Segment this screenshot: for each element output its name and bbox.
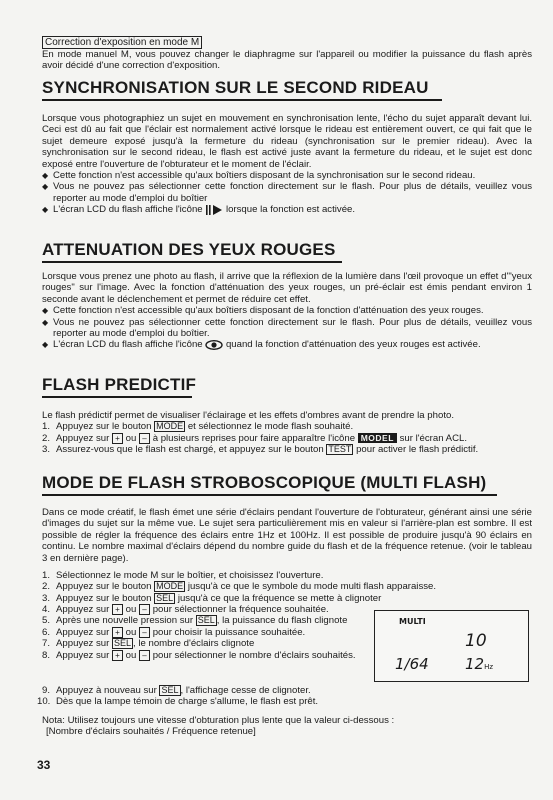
diamond-bullet-icon: ◆ [42, 171, 49, 181]
lcd-frequency-unit: Hz [484, 663, 494, 671]
strobo-paragraph: Dans ce mode créatif, le flash émet une série d'éclairs pendant l'ouverture de l'obturateur, générant ainsi une série d'images du sujet sur la même vue. Le sujet sera particulièrement mis en valeur si l'arrière-plan est sombre. Il est possible de régler la fréquence des éclairs entre 1Hz et 100Hz. Il est possible de produire jusqu'à 90 éclairs en continu. Le nombre maximal d'éclairs dépend du nombre guide du flash et de la fréquence retenue. (voir le tableau 3 en dernière page). [42, 507, 532, 564]
diamond-bullet-icon: ◆ [42, 182, 49, 192]
plus-button-icon: + [112, 650, 123, 661]
strobo-step-2: 2. Appuyez sur le bouton MODE jusqu'à ce que le symbole du mode multi flash apparaisse. [42, 581, 437, 593]
redeye-bullet-3: ◆ L'écran LCD du flash affiche l'icône quand la fonction d'atténuation des yeux rouges est activée. [42, 339, 481, 351]
lcd-frequency: 12Hz [465, 655, 494, 673]
redeye-heading-rule [42, 261, 342, 263]
predictif-step-1: 1. Appuyez sur le bouton MODE et sélectionnez le mode flash souhaité. [42, 421, 354, 433]
sel-button-label: SEL [197, 615, 215, 626]
lcd-power: 1/64 [395, 655, 429, 673]
strobo-step-7: 7. Appuyez sur SEL , le nombre d'éclairs clignote [42, 638, 255, 650]
sync-bullet-2: ◆ Vous ne pouvez pas sélectionner cette fonction directement sur le flash. Pour plus de détails, veuillez vous reporter au mode d'emploi du boîtier [42, 181, 532, 204]
strobo-steps-narrow [42, 604, 367, 661]
lcd-display [374, 610, 529, 682]
minus-button-icon: – [139, 650, 150, 661]
mode-button-label: MODE [156, 581, 184, 592]
redeye-bullet-2: ◆ Vous ne pouvez pas sélectionner cette fonction directement sur le flash. Pour plus de détails, veuillez vous reporter au mode d'emploi du boîtier. [42, 316, 532, 340]
plus-button-icon: + [112, 627, 123, 638]
mode-button-label: MODE [156, 421, 184, 432]
minus-button-icon: – [139, 604, 150, 615]
diamond-bullet-icon: ◆ [42, 205, 49, 215]
lcd-flash-count: 10 [465, 631, 487, 651]
sel-button-label: SEL [161, 685, 179, 695]
strobo-heading: MODE DE FLASH STROBOSCOPIQUE (MULTI FLASH) [42, 473, 487, 492]
strobo-step-1: 1. Sélectionnez le mode M sur le boîtier, et choisissez l'ouverture. [42, 570, 324, 581]
sync-paragraph: Lorsque vous photographiez un sujet en mouvement en synchronisation lente, l'écho du sujet apparaît devant lui. Ceci est dû au fait que l'éclair est normalement activé lorsque le rideau est entièrement ouvert, ce qui fait que le sujet demeure exposé jusqu'à la fermeture du rideau (synchronisation sur le premier rideau). Avec la synchronisation sur le second rideau, le flash est activé juste avant la fermeture du rideau, et le sujet est donc exposé entre l'ouverture de l'obturateur et le moment de l'éclair. [42, 113, 532, 170]
strobo-steps-end [37, 685, 532, 738]
sel-button-label: SEL [156, 592, 174, 603]
diamond-bullet-icon: ◆ [42, 340, 49, 350]
lcd-mode-label: MULTI [399, 617, 426, 626]
predictif-paragraph: Le flash prédictif permet de visualiser l'éclairage et les effets d'ombres avant de prendre la photo. [42, 410, 454, 421]
diamond-bullet-icon: ◆ [42, 317, 49, 327]
predictif-step-3: 3. Assurez-vous que le flash est chargé, et appuyez sur le bouton TEST pour activer le flash prédictif. [42, 444, 479, 456]
predictif-step-2: 2. Appuyez sur + ou – à plusieurs reprises pour faire apparaître l'icône MODEL sur l'écran ACL. [42, 432, 467, 444]
strobo-step-10: 10. Dès que la lampe témoin de charge s'allume, le flash est prêt. [37, 696, 319, 708]
intro-subtitle: Correction d'exposition en mode M [42, 36, 202, 49]
plus-button-icon: + [112, 433, 123, 444]
strobo-step-5: 5. Après une nouvelle pression sur SEL , la puissance du flash clignote [42, 615, 348, 627]
strobo-note: Nota: Utilisez toujours une vitesse d'obturation plus lente que la valeur ci-dessous : [42, 714, 395, 726]
minus-button-icon: – [139, 627, 150, 638]
sync-heading-rule [42, 99, 442, 101]
strobo-heading-rule [42, 494, 497, 496]
test-button-label: TEST [328, 444, 352, 455]
predictif-heading-rule [42, 396, 192, 398]
strobo-step-3: 3. Appuyez sur le bouton SEL jusqu'à ce que la fréquence se mette à clignoter [42, 592, 382, 604]
sync-bullet-1: ◆ Cette fonction n'est accessible qu'aux boîtiers disposant de la synchronisation sur le second rideau. [42, 170, 476, 182]
sync-section [42, 113, 532, 216]
sync-heading: SYNCHRONISATION SUR LE SECOND RIDEAU [42, 78, 429, 97]
model-icon: MODEL [358, 433, 397, 443]
plus-button-icon: + [112, 604, 123, 615]
red-eye-icon [205, 340, 223, 350]
predictif-section [42, 410, 532, 456]
diamond-bullet-icon: ◆ [42, 306, 49, 316]
redeye-section [42, 271, 532, 351]
strobo-steps [42, 570, 532, 604]
sync-bullet-3: ◆ L'écran LCD du flash affiche l'icône lorsque la fonction est activée. [42, 204, 356, 216]
redeye-bullet-1: ◆ Cette fonction n'est accessible qu'aux boîtiers disposant de la fonction d'atténuation des yeux rouges. [42, 305, 484, 317]
predictif-heading: FLASH PREDICTIF [42, 375, 197, 394]
second-curtain-sync-icon [205, 205, 223, 215]
strobo-step-8: 8. Appuyez sur + ou – pour sélectionner le nombre d'éclairs souhaités. [42, 649, 356, 661]
page-number: 33 [37, 758, 51, 772]
strobo-step-9: 9. Appuyez à nouveau sur SEL , l'affichage cesse de clignoter. [42, 685, 311, 696]
strobo-note-formula: [Nombre d'éclairs souhaités / Fréquence retenue] [46, 726, 256, 738]
strobo-step-4: 4. Appuyez sur + ou – pour sélectionner la fréquence souhaitée. [42, 604, 329, 616]
redeye-paragraph: Lorsque vous prenez une photo au flash, il arrive que la réflexion de la lumière dans l'œil provoque un effet d'"yeux rouges" sur l'image. Avec la fonction d'atténuation des yeux rouges, un pré-éclair est émis pendant environ 1 seconde avant le déclenchement et permet de réduire cet effet. [42, 271, 532, 305]
minus-button-icon: – [139, 433, 150, 444]
sel-button-label: SEL [114, 638, 132, 649]
strobo-step-6: 6. Appuyez sur + ou – pour choisir la puissance souhaitée. [42, 626, 306, 638]
intro-text: En mode manuel M, vous pouvez changer le diaphragme sur l'appareil ou modifier la puissance du flash après avoir décidé d'une correction d'exposition. [42, 49, 532, 72]
redeye-heading: ATTENUATION DES YEUX ROUGES [42, 240, 336, 259]
